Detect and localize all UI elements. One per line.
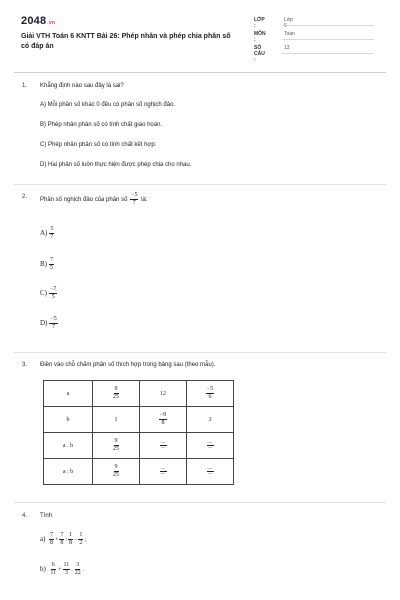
question-2-option-b[interactable]: B) $\frac{7}{5}$ [40, 257, 53, 271]
fraction-table [43, 380, 234, 485]
meta-key: MÔN : [254, 31, 266, 43]
question-1-option-b[interactable]: B) Phép nhân phân số có tính chất giao hoán. [40, 122, 163, 128]
question-2-option-a[interactable]: A) $\frac{5}{7}$ [40, 226, 54, 240]
question-1-option-d[interactable]: D) Hai phân số luôn thực hiện được phép chia cho nhau. [40, 162, 192, 168]
table-cell: $\frac{-9}{8}$ [140, 407, 187, 433]
question-divider [14, 502, 386, 503]
question-2-fraction: $\frac{-5}{7}$ [131, 192, 138, 206]
blank-cell[interactable]: $\frac{....}{....}$ [187, 459, 234, 485]
table-cell: $\frac{9}{25}$ [93, 433, 140, 459]
meta-underline [282, 25, 374, 26]
option-fraction: $\frac{-5}{7}$ [50, 316, 57, 330]
meta-value: Lớp 6 [284, 17, 293, 29]
table-row-header: b [44, 407, 93, 433]
option-fraction: $\frac{5}{7}$ [50, 226, 54, 240]
blank-cell[interactable]: $\frac{....}{....}$ [140, 459, 187, 485]
question-divider [14, 352, 386, 353]
table-row [44, 381, 234, 407]
table-cell: 12 [140, 381, 187, 407]
question-2-text [40, 192, 147, 207]
question-4-expression-b: b) $\frac{6}{11}$ + $\frac{11}{3}$ . $\frac{3}{22}$ . [40, 562, 85, 576]
meta-value: 13 [284, 45, 290, 51]
blank-cell[interactable]: $\frac{....}{....}$ [187, 433, 234, 459]
meta-underline [282, 39, 374, 40]
table-row-header: a : b [44, 459, 93, 485]
blank-cell[interactable]: $\frac{....}{....}$ [140, 433, 187, 459]
logo-suffix: .vn [47, 20, 56, 26]
question-2-text-after: là: [141, 197, 148, 204]
site-logo[interactable] [21, 15, 55, 27]
meta-key: SỐ CÂU : [254, 45, 265, 63]
option-fraction: $\frac{-7}{5}$ [50, 286, 57, 300]
question-2-number: 2. [22, 194, 28, 200]
question-1-text: Khẳng định nào sau đây là sai? [40, 83, 124, 89]
table-row-header: a . b [44, 433, 93, 459]
question-2-option-c[interactable]: C) $\frac{-7}{5}$ [40, 286, 57, 300]
question-3-text: Điền vào chỗ chấm phân số thích hợp trong bảng sau (theo mẫu). [40, 362, 216, 368]
question-3-number: 3. [22, 362, 28, 368]
question-4-expression-a: a) $\frac{7}{8}$ + $\frac{7}{8}$ : $\frac{1}{8}$ − $\frac{1}{2}$ ; [40, 532, 87, 546]
table-cell: 3 [187, 407, 234, 433]
option-fraction: $\frac{7}{5}$ [50, 257, 53, 271]
question-2-text-before: Phân số nghịch đảo của phân số [40, 197, 128, 204]
question-1-number: 1. [22, 83, 28, 89]
table-row-header: a [44, 381, 93, 407]
table-row [44, 433, 234, 459]
question-2-option-d[interactable]: D) $\frac{-5}{7}$ [40, 316, 57, 330]
table-cell: $\frac{9}{25}$ [93, 459, 140, 485]
meta-key: LỚP : [254, 17, 265, 29]
table-cell: $\frac{9}{25}$ [93, 381, 140, 407]
meta-value: Toán [284, 31, 295, 37]
question-4-number: 4. [22, 513, 28, 519]
table-row [44, 459, 234, 485]
table-row [44, 407, 234, 433]
question-1-option-c[interactable]: C) Phép nhân phân số có tính chất kết hợp. [40, 142, 157, 148]
meta-underline [282, 53, 374, 54]
document-title: Giải VTH Toán 6 KNTT Bài 26: Phép nhân và phép chia phân số có đáp án [21, 33, 231, 50]
logo-text: 2048 [21, 15, 47, 27]
table-cell: 1 [93, 407, 140, 433]
table-cell: $\frac{-5}{6}$ [187, 381, 234, 407]
question-1-option-a[interactable]: A) Mỗi phân số khác 0 đều có phân số nghịch đảo. [40, 102, 176, 108]
question-4-text: Tính [40, 513, 53, 519]
question-divider [14, 184, 386, 185]
header-divider [14, 72, 386, 73]
